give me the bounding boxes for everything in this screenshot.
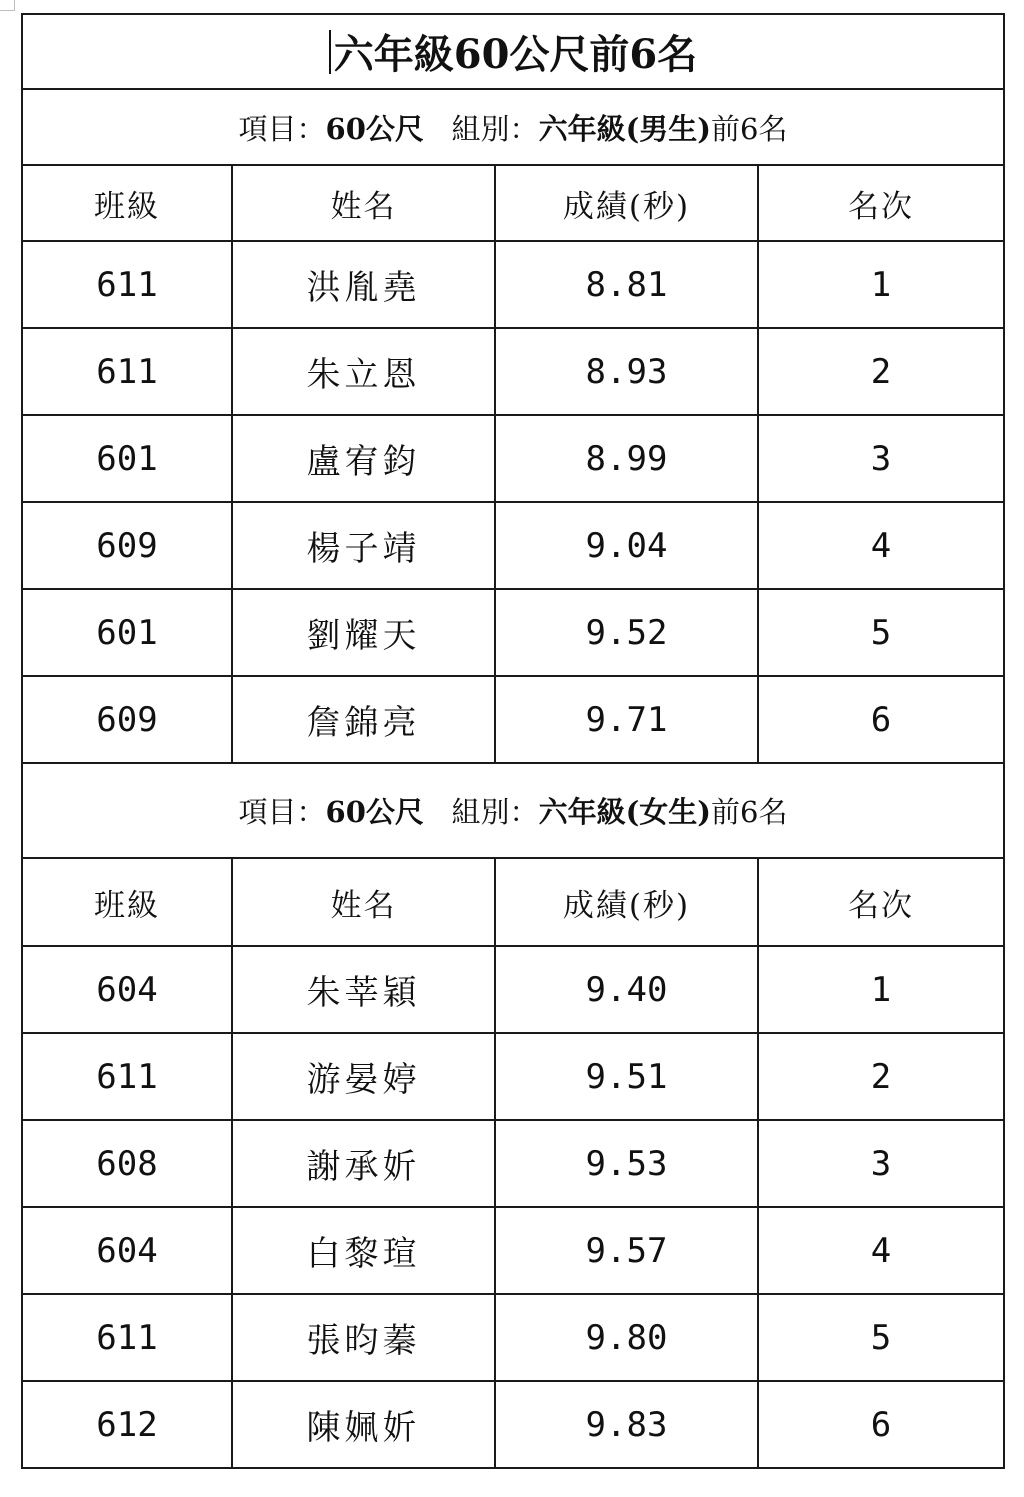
rank-cell: 3 <box>758 1120 1004 1207</box>
girls-section-row <box>22 763 1004 858</box>
item-label: 項目： <box>238 111 326 146</box>
class-cell: 611 <box>22 1033 232 1120</box>
group-suffix: 前6名 <box>711 111 788 146</box>
name-cell: 洪胤堯 <box>232 241 495 328</box>
table-row <box>22 1207 1004 1294</box>
time-cell: 9.71 <box>495 676 758 763</box>
group-label: 組別： <box>451 111 539 146</box>
class-cell: 612 <box>22 1381 232 1468</box>
item-label: 項目： <box>238 795 326 829</box>
header-name: 姓名 <box>232 858 495 946</box>
time-cell: 9.53 <box>495 1120 758 1207</box>
rank-cell: 6 <box>758 676 1004 763</box>
table-row <box>22 1294 1004 1381</box>
rank-cell: 3 <box>758 415 1004 502</box>
header-name: 姓名 <box>232 165 495 241</box>
page-title-cell[interactable] <box>22 14 1004 89</box>
name-cell: 朱立恩 <box>232 328 495 415</box>
class-cell: 608 <box>22 1120 232 1207</box>
name-cell: 陳姵妡 <box>232 1381 495 1468</box>
rank-cell: 1 <box>758 241 1004 328</box>
name-cell: 詹錦亮 <box>232 676 495 763</box>
table-row <box>22 1120 1004 1207</box>
class-cell: 609 <box>22 676 232 763</box>
group-value: 六年級(男生) <box>538 111 712 146</box>
table-row <box>22 328 1004 415</box>
table-row <box>22 676 1004 763</box>
time-cell: 8.81 <box>495 241 758 328</box>
rank-cell: 5 <box>758 589 1004 676</box>
header-class: 班級 <box>22 858 232 946</box>
rank-cell: 6 <box>758 1381 1004 1468</box>
boys-section-heading <box>22 89 1004 165</box>
page-title: 六年級60公尺前6名 <box>333 31 698 78</box>
class-cell: 611 <box>22 1294 232 1381</box>
table-row <box>22 1033 1004 1120</box>
boys-header-row <box>22 165 1004 241</box>
rank-cell: 2 <box>758 1033 1004 1120</box>
time-cell: 9.40 <box>495 946 758 1033</box>
group-value: 六年級(女生) <box>538 795 712 829</box>
rank-cell: 4 <box>758 1207 1004 1294</box>
time-cell: 8.93 <box>495 328 758 415</box>
rank-cell: 5 <box>758 1294 1004 1381</box>
header-rank: 名次 <box>758 858 1004 946</box>
class-cell: 604 <box>22 1207 232 1294</box>
girls-section-heading <box>22 763 1004 858</box>
rank-cell: 4 <box>758 502 1004 589</box>
time-cell: 8.99 <box>495 415 758 502</box>
item-value: 60公尺 <box>325 111 424 146</box>
name-cell: 游晏婷 <box>232 1033 495 1120</box>
boys-section-row <box>22 89 1004 165</box>
group-label: 組別： <box>451 795 539 829</box>
title-row <box>22 14 1004 89</box>
class-cell: 611 <box>22 328 232 415</box>
table-row <box>22 946 1004 1033</box>
text-cursor <box>329 30 331 74</box>
class-cell: 604 <box>22 946 232 1033</box>
name-cell: 張昀蓁 <box>232 1294 495 1381</box>
rank-cell: 1 <box>758 946 1004 1033</box>
girls-header-row <box>22 858 1004 946</box>
time-cell: 9.57 <box>495 1207 758 1294</box>
time-cell: 9.04 <box>495 502 758 589</box>
class-cell: 601 <box>22 415 232 502</box>
time-cell: 9.83 <box>495 1381 758 1468</box>
results-table <box>21 13 1005 1469</box>
name-cell: 白黎瑄 <box>232 1207 495 1294</box>
class-cell: 611 <box>22 241 232 328</box>
rank-cell: 2 <box>758 328 1004 415</box>
item-value: 60公尺 <box>325 795 424 829</box>
corner-mark <box>0 0 15 11</box>
name-cell: 盧宥鈞 <box>232 415 495 502</box>
name-cell: 朱莘穎 <box>232 946 495 1033</box>
table-row <box>22 241 1004 328</box>
name-cell: 楊子靖 <box>232 502 495 589</box>
name-cell: 劉耀天 <box>232 589 495 676</box>
class-cell: 601 <box>22 589 232 676</box>
header-time: 成績(秒) <box>495 165 758 241</box>
time-cell: 9.51 <box>495 1033 758 1120</box>
header-rank: 名次 <box>758 165 1004 241</box>
table-row <box>22 589 1004 676</box>
table-row <box>22 1381 1004 1468</box>
time-cell: 9.80 <box>495 1294 758 1381</box>
group-suffix: 前6名 <box>711 795 788 829</box>
class-cell: 609 <box>22 502 232 589</box>
header-class: 班級 <box>22 165 232 241</box>
table-row <box>22 502 1004 589</box>
time-cell: 9.52 <box>495 589 758 676</box>
name-cell: 謝承妡 <box>232 1120 495 1207</box>
header-time: 成績(秒) <box>495 858 758 946</box>
table-row <box>22 415 1004 502</box>
